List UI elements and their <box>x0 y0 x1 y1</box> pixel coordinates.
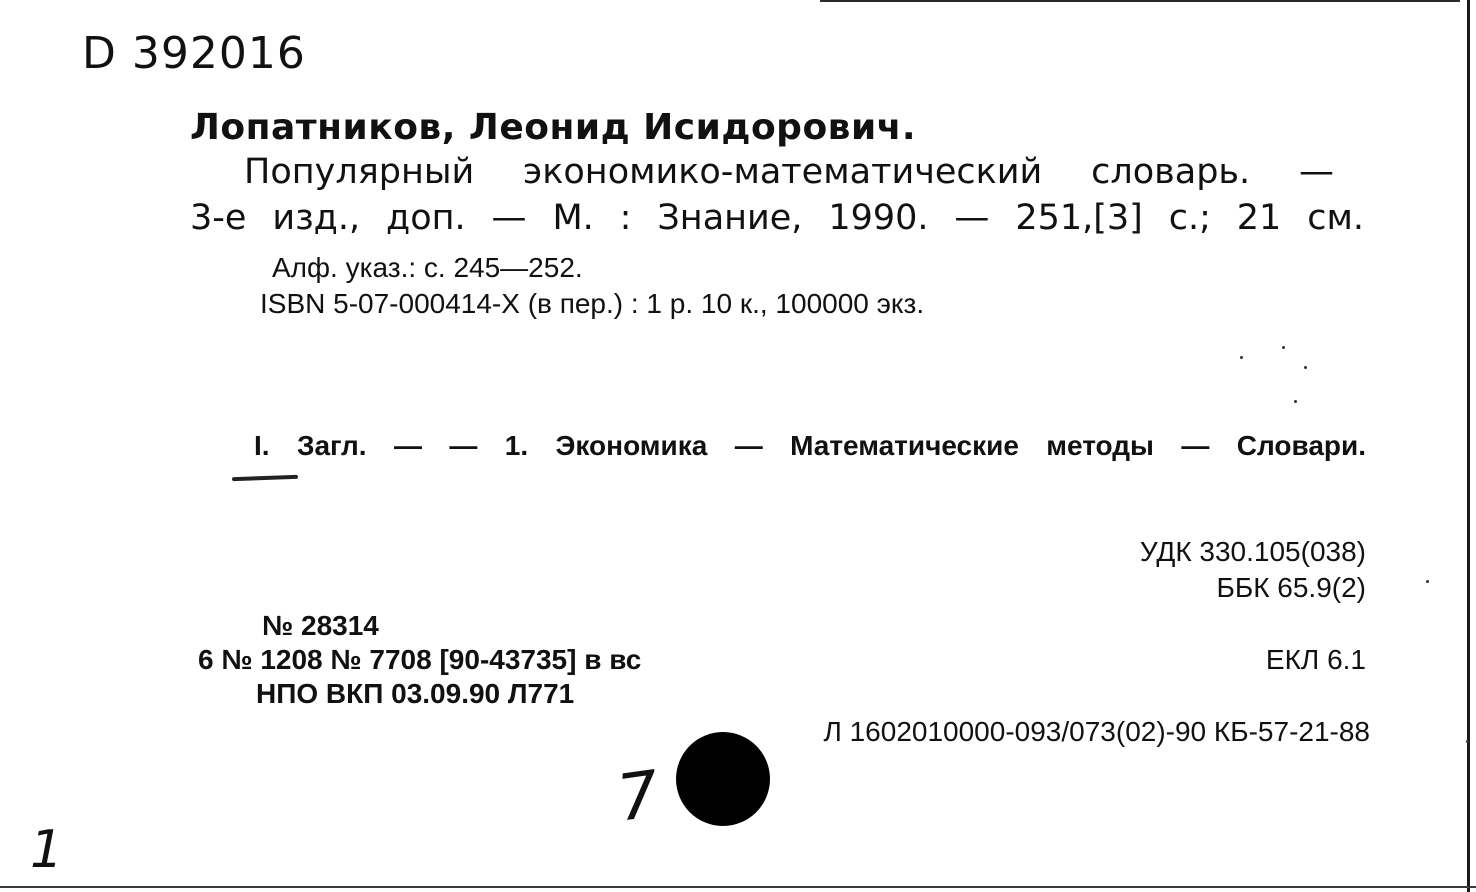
speck <box>1304 366 1307 369</box>
author-name: Лопатников, Леонид Исидорович. <box>190 107 917 148</box>
subject-headings: I. Загл. — — 1. Экономика — Математические методы — Словари. <box>254 430 1366 461</box>
punch-hole <box>676 732 770 826</box>
title-line-1: Популярный экономико-математический словарь. — <box>244 152 1334 192</box>
isbn-line: ISBN 5-07-000414-X (в пер.) : 1 р. 10 к., 100000 экз. <box>260 288 925 319</box>
speck <box>1240 356 1243 359</box>
handwritten-underline <box>232 475 298 481</box>
print-info-line: 6 № 1208 № 7708 [90-43735] в вс <box>198 644 642 675</box>
handwritten-mark: 7 <box>613 757 665 837</box>
speck <box>1466 740 1469 743</box>
speck <box>1294 400 1297 403</box>
speck <box>1282 346 1285 349</box>
udk-code: УДК 330.105(038) <box>1139 536 1366 567</box>
handwritten-number: D 392016 <box>82 28 306 79</box>
corner-mark: 1 <box>30 820 65 880</box>
card-right-edge <box>1467 0 1470 892</box>
ekl-code: ЕКЛ 6.1 <box>1265 644 1366 675</box>
order-number: № 28314 <box>262 610 379 641</box>
speck <box>1426 580 1429 583</box>
npo-line: НПО ВКП 03.09.90 Л771 <box>256 678 575 709</box>
bbk-code: ББК 65.9(2) <box>1216 572 1366 603</box>
title-line-2: 3-е изд., доп. — М. : Знание, 1990. — 251,[3] с.; 21 см. <box>190 198 1364 238</box>
card-bottom-edge <box>0 886 1476 888</box>
index-note: Алф. указ.: с. 245—252. <box>272 252 583 283</box>
card-top-edge <box>820 0 1460 2</box>
catalog-code-line: Л 1602010000-093/073(02)-90 КБ-57-21-88 <box>823 716 1370 747</box>
